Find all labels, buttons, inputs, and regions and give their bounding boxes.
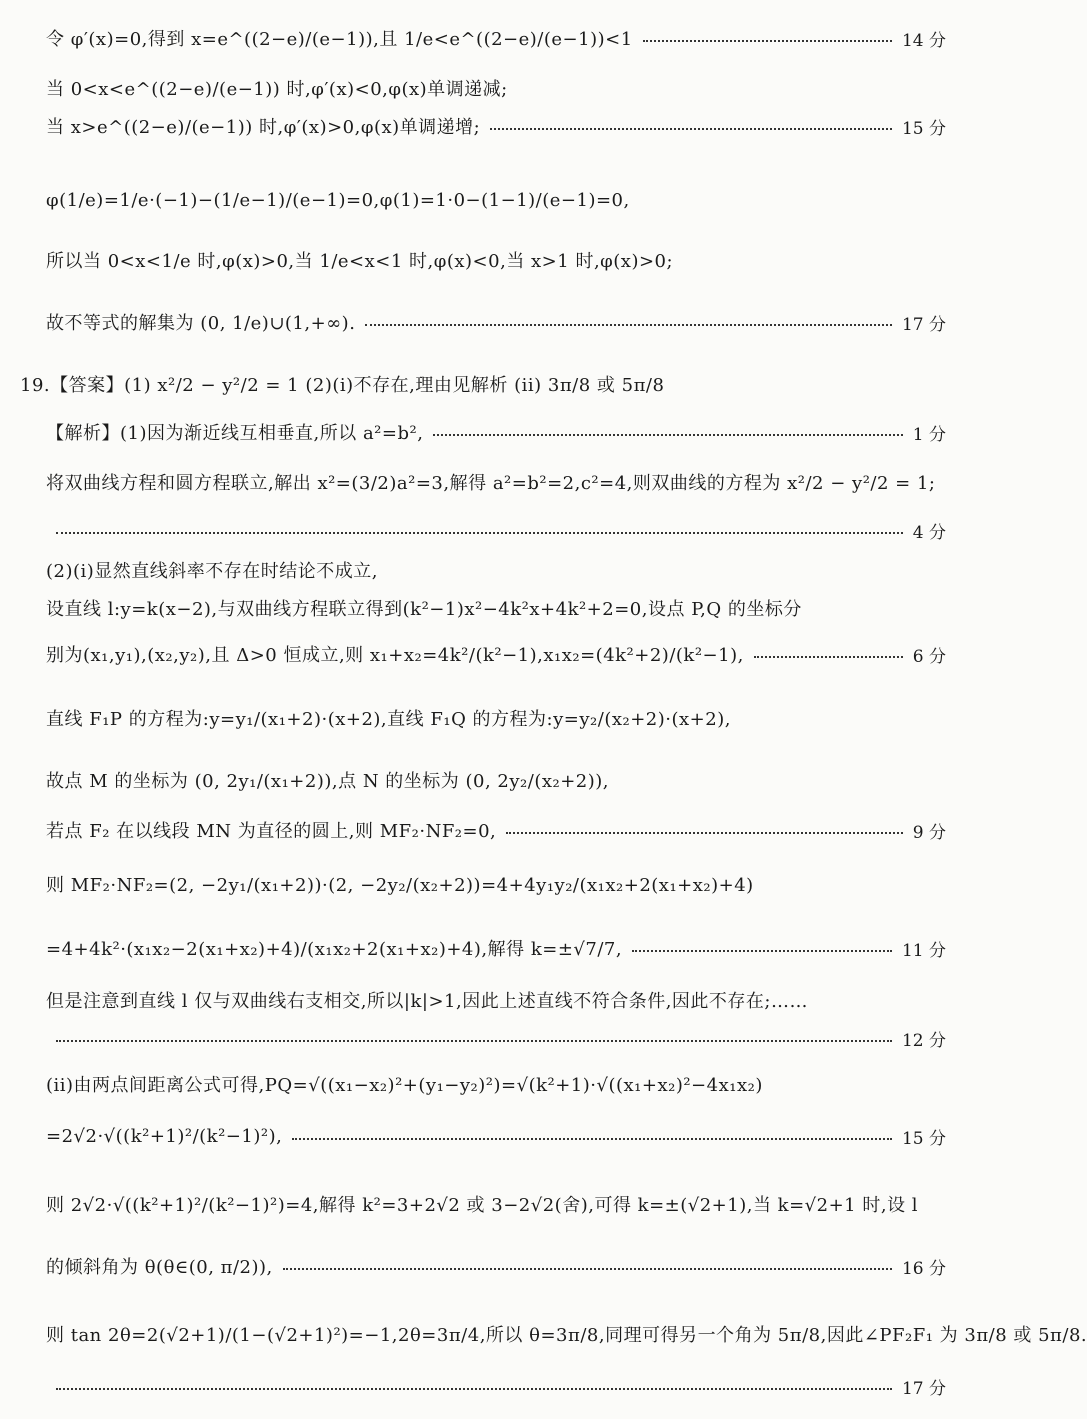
line-17: [46, 862, 946, 906]
score-label: 15 分: [901, 1128, 946, 1149]
line-24: [46, 1244, 946, 1288]
line-15: [46, 758, 946, 802]
line-10: [46, 514, 946, 546]
line-text: 当 0<x<e^((2−e)/(e−1)) 时,φ′(x)<0,φ(x)单调递减;: [46, 79, 508, 100]
score-label: 1 分: [912, 424, 946, 445]
leader-dots: [632, 950, 892, 952]
line-text: (2)(i)显然直线斜率不存在时结论不成立,: [46, 561, 379, 582]
line-text: 则 MF₂·NF₂=(2, −2y₁/(x₁+2))·(2, −2y₂/(x₂+2))=4+4y₁y₂/(x₁x₂+2(x₁+x₂)+4): [46, 875, 754, 896]
line-text: 别为(x₁,y₁),(x₂,y₂),且 Δ>0 恒成立,则 x₁+x₂=4k²/(k²−1),x₁x₂=(4k²+2)/(k²−1),: [46, 645, 744, 666]
question-19-answer: [20, 362, 946, 406]
line-13: [46, 632, 946, 676]
line-text: 则 tan 2θ=2(√2+1)/(1−(√2+1)²)=−1,2θ=3π/4,所以 θ=3π/8,同理可得另一个角为 5π/8,因此∠PF₂F₁ 为 3π/8 或 5π/8.: [46, 1325, 1087, 1346]
line-6: [46, 302, 946, 342]
line-19: [46, 984, 946, 1016]
line-25: [46, 1310, 1087, 1358]
line-9: [46, 460, 946, 504]
line-12: [46, 592, 946, 624]
line-text: 所以当 0<x<1/e 时,φ(x)>0,当 1/e<x<1 时,φ(x)<0,当 x>1 时,φ(x)>0;: [46, 251, 674, 272]
leader-dots: [56, 532, 903, 534]
leader-dots: [56, 1388, 892, 1390]
line-23: [46, 1182, 946, 1226]
line-text: =2√2·√((k²+1)²/(k²−1)²),: [46, 1125, 283, 1147]
line-4: [46, 180, 946, 220]
line-text: 故点 M 的坐标为 (0, 2y₁/(x₁+2)),点 N 的坐标为 (0, 2y₂/(x₂+2)),: [46, 771, 610, 792]
score-label: 16 分: [901, 1258, 946, 1279]
leader-dots: [754, 656, 903, 658]
line-text: 故不等式的解集为 (0, 1/e)∪(1,+∞).: [46, 313, 356, 334]
leader-dots: [56, 1040, 892, 1042]
leader-dots: [643, 40, 892, 42]
line-text: 令 φ′(x)=0,得到 x=e^((2−e)/(e−1)),且 1/e<e^((2−e)/(e−1))<1: [46, 29, 633, 50]
score-label: 9 分: [912, 822, 946, 843]
line-22: [46, 1114, 946, 1158]
line-text: φ(1/e)=1/e·(−1)−(1/e−1)/(e−1)=0,φ(1)=1·0−(1−1)/(e−1)=0,: [46, 189, 630, 211]
line-26: [46, 1370, 946, 1402]
leader-dots: [283, 1268, 892, 1270]
line-18: [46, 926, 946, 970]
line-text: 直线 F₁P 的方程为:y=y₁/(x₁+2)·(x+2),直线 F₁Q 的方程为:y=y₂/(x₂+2)·(x+2),: [46, 709, 731, 730]
line-21: [46, 1064, 946, 1104]
leader-dots: [292, 1138, 892, 1140]
line-text: 则 2√2·√((k²+1)²/(k²−1)²)=4,解得 k²=3+2√2 或 3−2√2(舍),可得 k=±(√2+1),当 k=√2+1 时,设 l: [46, 1195, 919, 1216]
score-label: 6 分: [912, 646, 946, 667]
line-text: 的倾斜角为 θ(θ∈(0, π/2)),: [46, 1257, 273, 1278]
score-label: 11 分: [901, 940, 946, 961]
score-label: 4 分: [912, 522, 946, 543]
line-8: [46, 416, 946, 448]
score-label: 12 分: [901, 1030, 946, 1051]
line-3: [46, 110, 946, 142]
line-text: (ii)由两点间距离公式可得,PQ=√((x₁−x₂)²+(y₁−y₂)²)=√(k²+1)·√((x₁+x₂)²−4x₁x₂): [46, 1075, 763, 1096]
line-text: 【解析】(1)因为渐近线互相垂直,所以 a²=b²,: [46, 423, 424, 444]
line-text: 若点 F₂ 在以线段 MN 为直径的圆上,则 MF₂·NF₂=0,: [46, 821, 497, 842]
score-label: 17 分: [901, 314, 946, 335]
score-label: 17 分: [901, 1378, 946, 1399]
line-16: [46, 814, 946, 846]
line-text: 19.【答案】(1) x²/2 − y²/2 = 1 (2)(i)不存在,理由见解析 (ii) 3π/8 或 5π/8: [20, 375, 665, 396]
leader-dots: [433, 434, 902, 436]
leader-dots: [490, 128, 892, 130]
line-11: [46, 554, 946, 586]
line-text: 将双曲线方程和圆方程联立,解出 x²=(3/2)a²=3,解得 a²=b²=2,c²=4,则双曲线的方程为 x²/2 − y²/2 = 1;: [46, 473, 936, 494]
leader-dots: [506, 832, 902, 834]
leader-dots: [365, 324, 892, 326]
line-20: [46, 1022, 946, 1054]
line-2: [46, 72, 946, 104]
line-1: [46, 22, 946, 54]
line-text: =4+4k²·(x₁x₂−2(x₁+x₂)+4)/(x₁x₂+2(x₁+x₂)+4),解得 k=±√7/7,: [46, 939, 623, 960]
line-14: [46, 696, 946, 740]
line-text: 当 x>e^((2−e)/(e−1)) 时,φ′(x)>0,φ(x)单调递增;: [46, 117, 481, 138]
line-text: 设直线 l:y=k(x−2),与双曲线方程联立得到(k²−1)x²−4k²x+4k²+2=0,设点 P,Q 的坐标分: [46, 599, 802, 620]
score-label: 14 分: [901, 30, 946, 51]
score-label: 15 分: [901, 118, 946, 139]
line-5: [46, 240, 946, 280]
line-text: 但是注意到直线 l 仅与双曲线右支相交,所以|k|>1,因此上述直线不符合条件,因此不存在;……: [46, 991, 808, 1012]
